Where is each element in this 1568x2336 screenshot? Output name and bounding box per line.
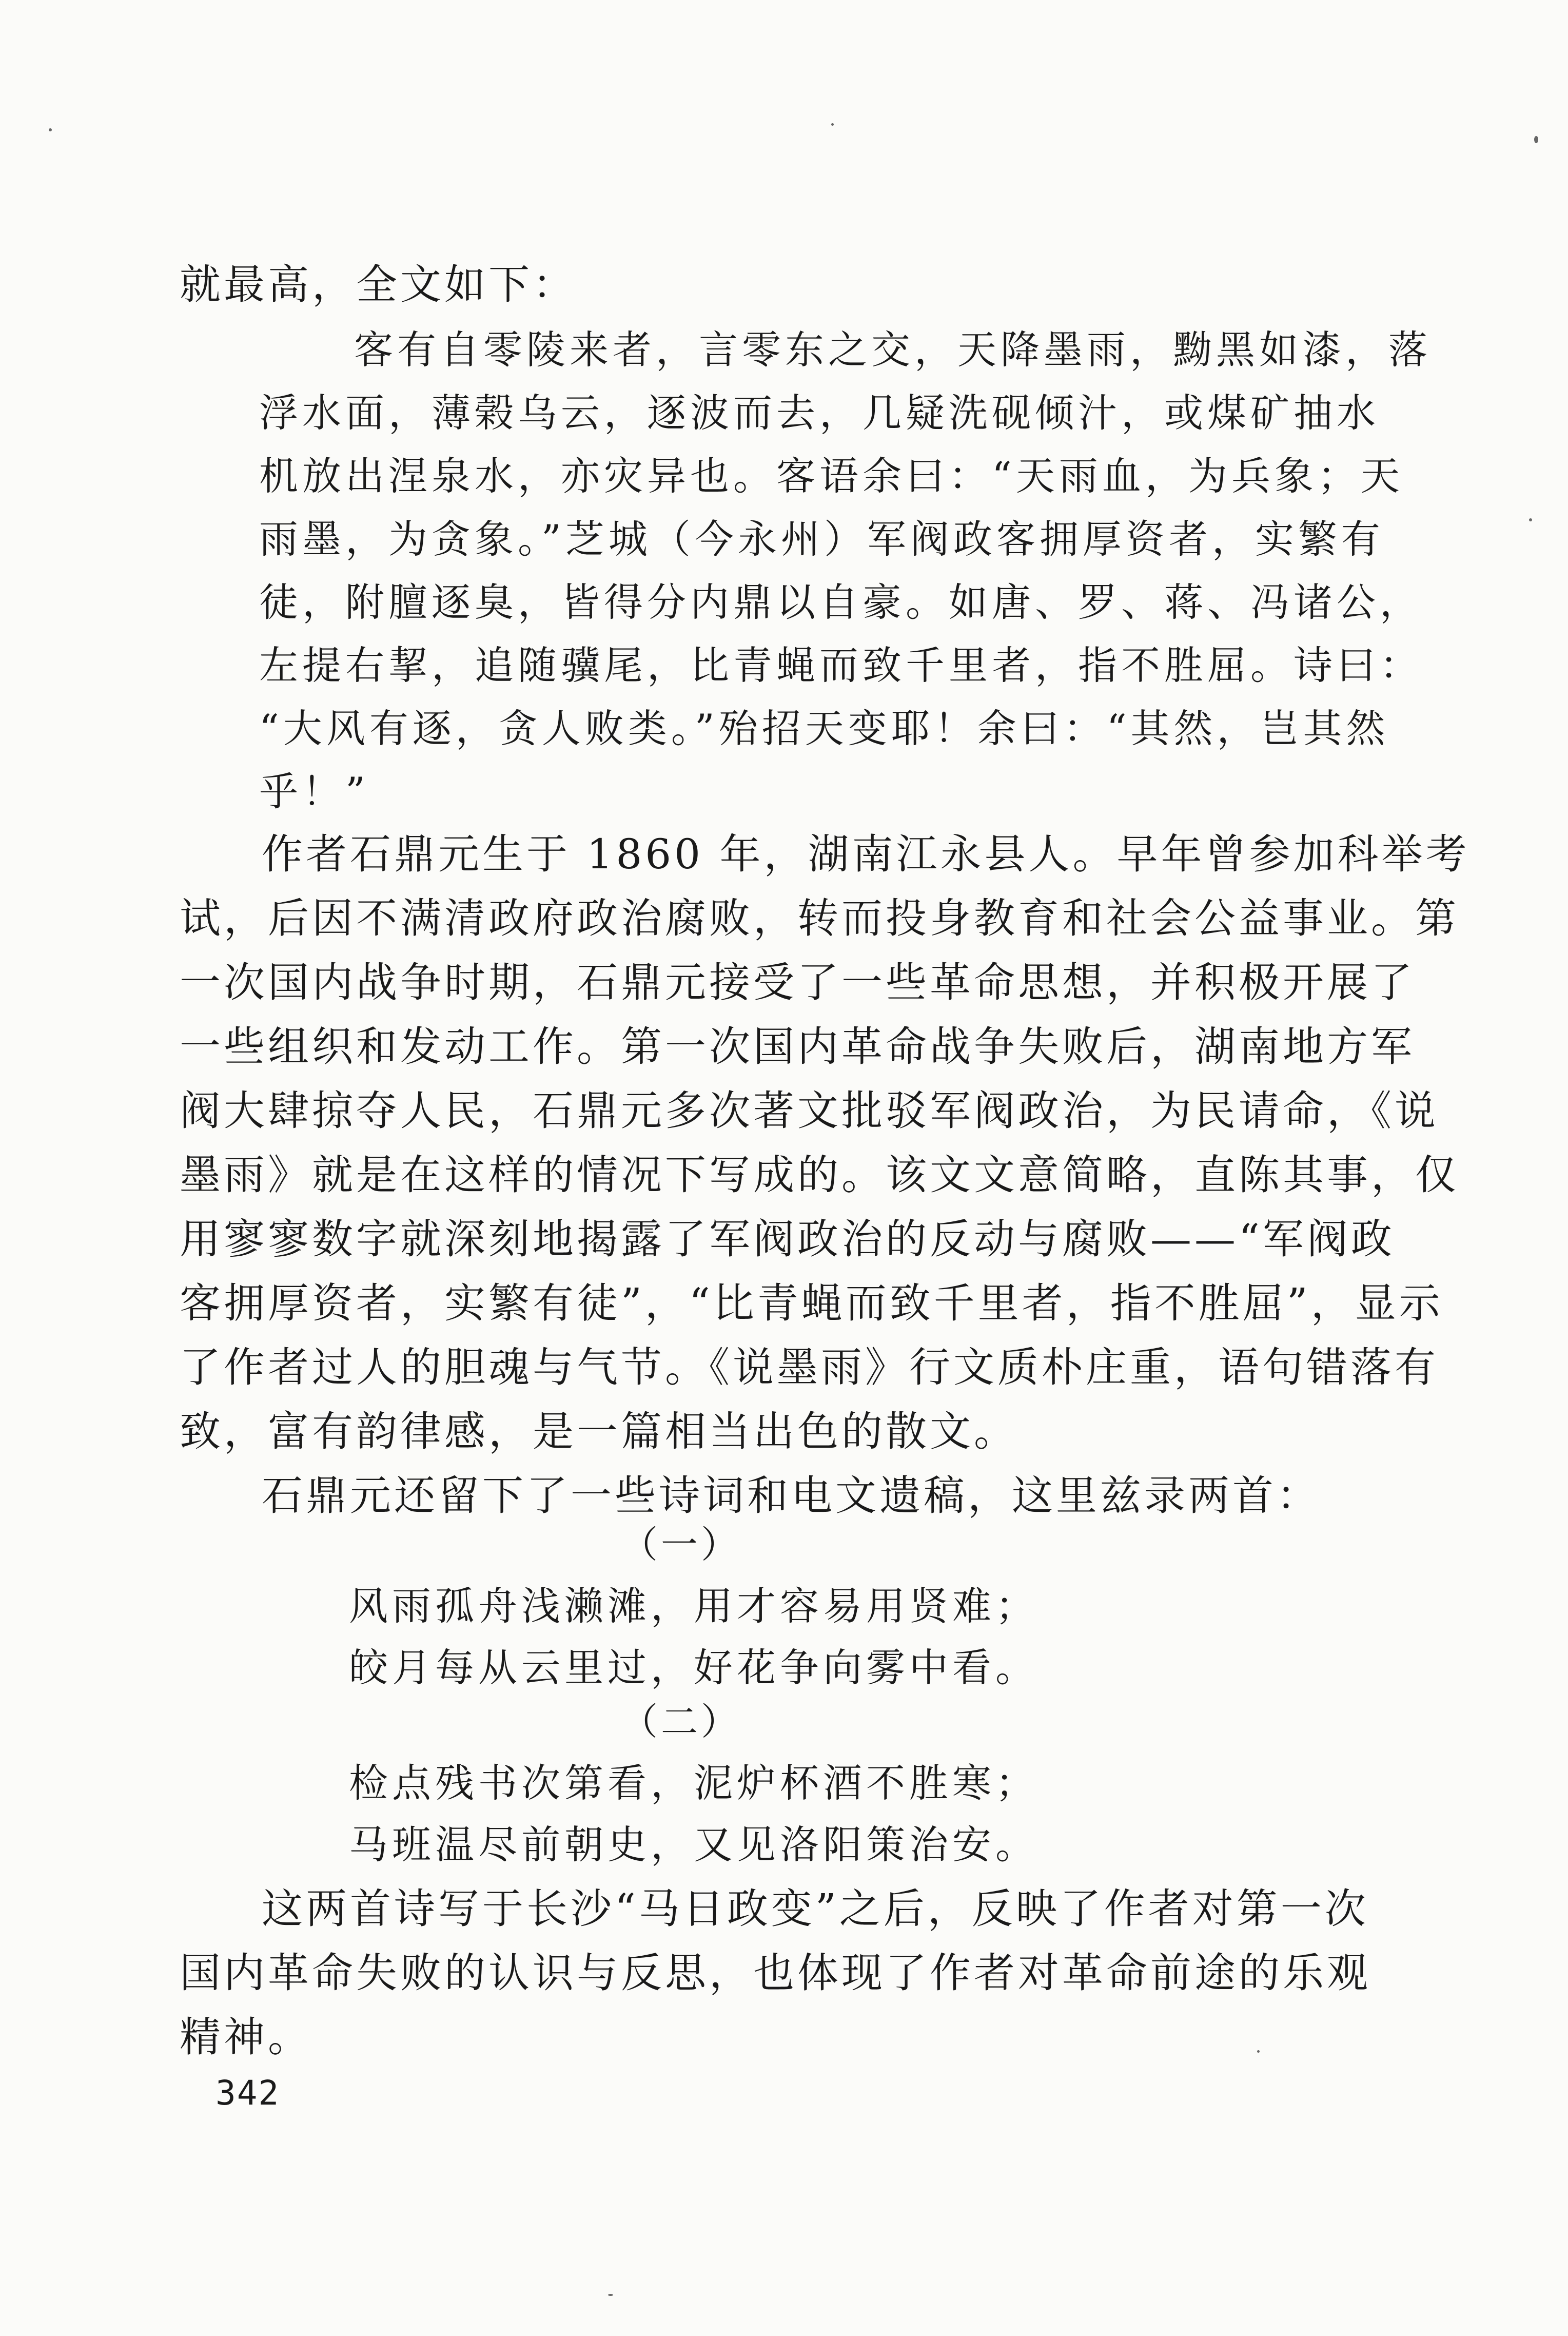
paragraph-line: 客拥厚资者，实繁有徒”，“比青蝇而致千里者，指不胜屈”，显示 [180, 1279, 1443, 1327]
quote-line: 机放出涅泉水，亦灾异也。客语余曰：“天雨血，为兵象；天 [259, 453, 1404, 499]
quote-line: 乎！” [259, 769, 369, 814]
paragraph-line: 作者石鼎元生于 1860 年，湖南江永县人。早年曾参加科举考 [262, 830, 1470, 878]
poems-introduction: 石鼎元还留下了一些诗词和电文遗稿，这里兹录两首： [262, 1472, 1321, 1520]
scan-speck [608, 2294, 613, 2296]
quote-line: 左提右挈，追随骥尾，比青蝇而致千里者，指不胜屈。诗曰： [259, 643, 1423, 688]
paragraph-line: 用寥寥数字就深刻地揭露了军阀政治的反动与腐败——“军阀政 [180, 1215, 1395, 1263]
paragraph-line: 试，后因不满清政府政治腐败，转而投身教育和社会公益事业。第 [180, 894, 1459, 942]
scan-speck [1534, 136, 1538, 143]
quote-line: “大风有逐，贪人败类。”殆招天变耶！余曰：“其然，岂其然 [259, 706, 1389, 751]
paragraph-line: 一些组织和发动工作。第一次国内革命战争失败后，湖南地方军 [180, 1023, 1415, 1070]
quote-line: 浮水面，薄榖乌云，逐波而去，几疑洗砚倾汁，或煤矿抽水 [259, 390, 1380, 436]
poem-line: 检点残书次第看，泥炉杯酒不胜寒； [349, 1760, 1038, 1806]
quote-line: 客有自零陵来者，言零东之交，天降墨雨，黝黑如漆，落 [354, 327, 1432, 373]
paragraph-line: 了作者过人的胆魂与气节。《说墨雨》行文质朴庄重，语句错落有 [180, 1344, 1439, 1391]
poem-line: 马班温尽前朝史，又见洛阳策治安。 [349, 1822, 1038, 1867]
scan-speck [831, 123, 834, 126]
quote-line: 雨墨，为贪象。”芝城（今永州）军阀政客拥厚资者，实繁有 [259, 516, 1384, 562]
paragraph-line: 精神。 [180, 2013, 312, 2061]
scan-speck [1257, 2050, 1260, 2053]
poem-line: 皎月每从云里过，好花争向雾中看。 [349, 1645, 1038, 1690]
poem-heading: （二） [621, 1700, 741, 1743]
scan-speck [1529, 518, 1532, 521]
intro-line: 就最高，全文如下： [180, 261, 577, 308]
paragraph-line: 阀大肆掠夺人民，石鼎元多次著文批驳军阀政治，为民请命，《说 [180, 1087, 1439, 1135]
paragraph-line: 墨雨》就是在这样的情况下写成的。该文文意简略，直陈其事，仅 [180, 1151, 1459, 1199]
page-number: 342 [215, 2073, 280, 2113]
scan-speck [49, 128, 52, 131]
paragraph-line: 一次国内战争时期，石鼎元接受了一些革命思想，并积极开展了 [180, 959, 1415, 1006]
poem-heading: （一） [621, 1523, 741, 1566]
poem-line: 风雨孤舟浅濑滩，用才容易用贤难； [349, 1583, 1038, 1629]
quote-line: 徒，附膻逐臭，皆得分内鼎以自豪。如唐、罗、蒋、冯诸公， [259, 579, 1423, 625]
paragraph-line: 国内革命失败的认识与反思，也体现了作者对革命前途的乐观 [180, 1949, 1371, 1997]
paragraph-line: 致，富有韵律感，是一篇相当出色的散文。 [180, 1408, 1018, 1455]
paragraph-line: 这两首诗写于长沙“马日政变”之后，反映了作者对第一次 [262, 1885, 1369, 1933]
